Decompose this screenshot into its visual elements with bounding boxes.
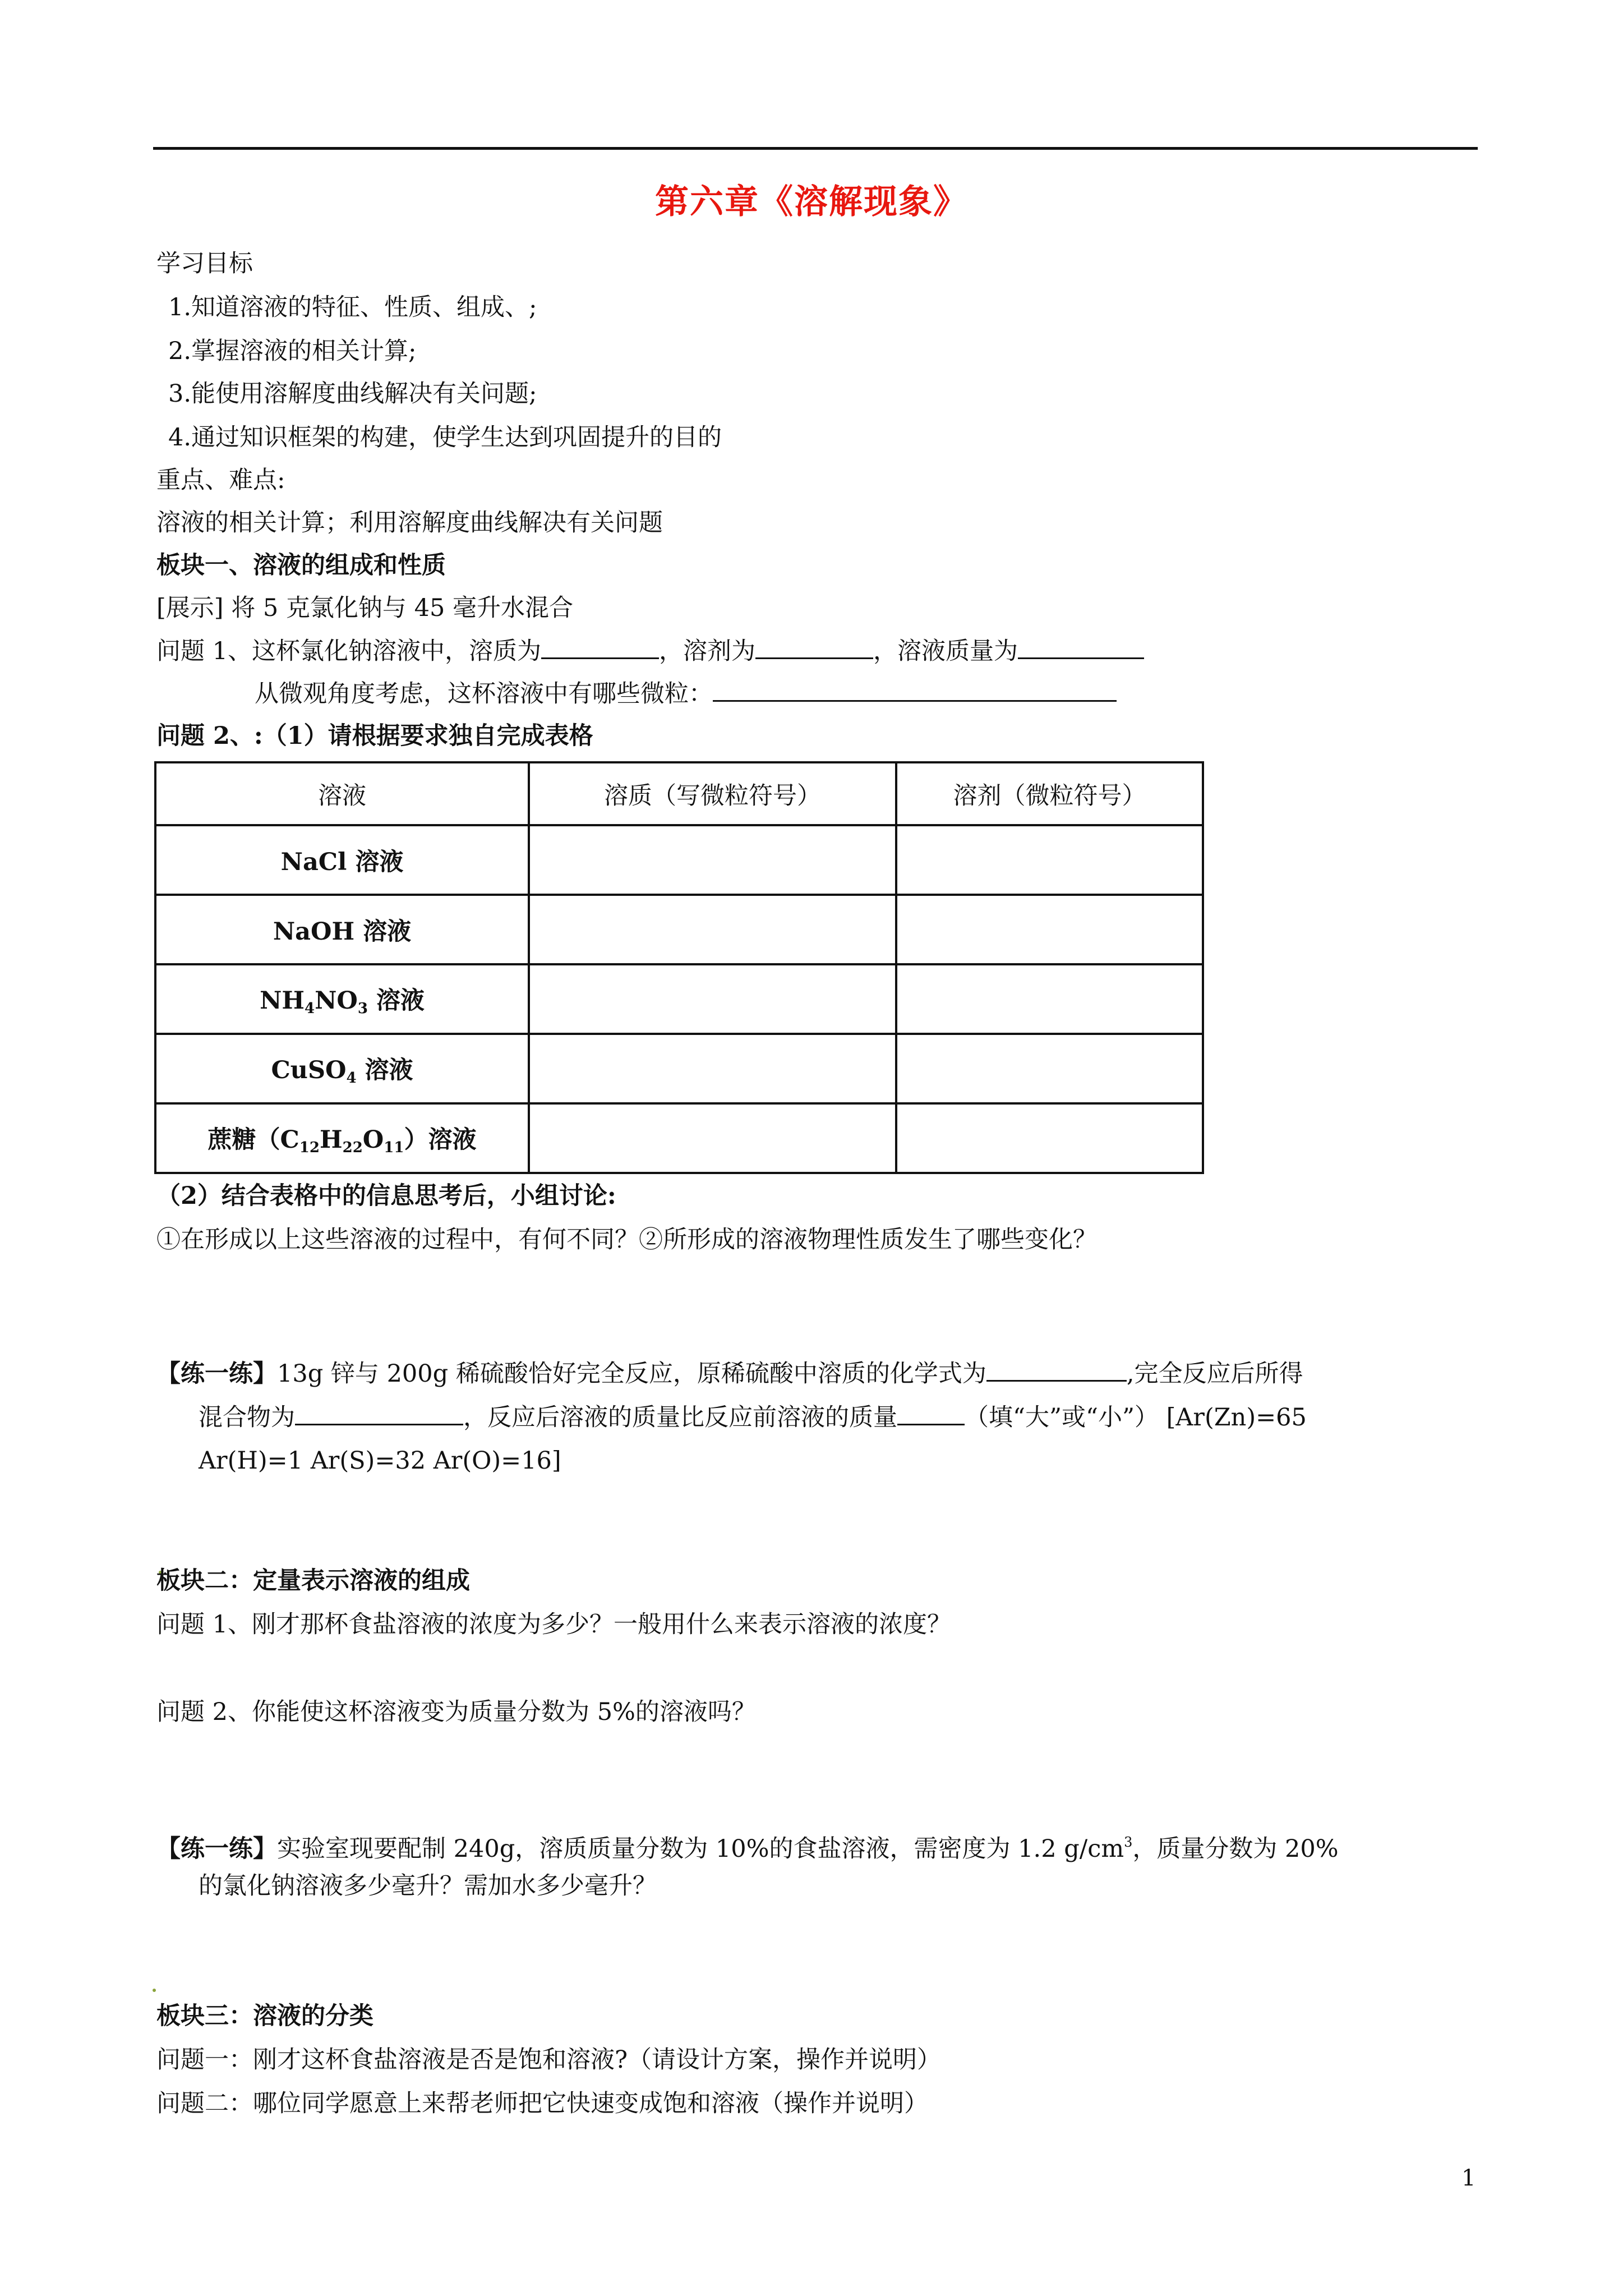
solute-answer-cell[interactable]	[529, 964, 896, 1034]
objective-1: 1.知道溶液的特征、性质、组成、;	[168, 293, 537, 321]
key-text: 溶液的相关计算；利用溶解度曲线解决有关问题	[156, 509, 663, 537]
solute-answer-cell[interactable]	[529, 1103, 896, 1173]
objective-2: 2.掌握溶液的相关计算;	[168, 337, 417, 365]
section1-question-2: 问题 2、:（1）请根据要求独自完成表格	[156, 722, 593, 750]
practice-label: 【练一练】	[156, 1360, 277, 1388]
section2-question-1: 问题 1、刚才那杯食盐溶液的浓度为多少？一般用什么来表示溶液的浓度？	[156, 1611, 952, 1639]
solute-answer-cell[interactable]	[529, 825, 896, 895]
q1-micro-text: 从微观角度考虑，这杯溶液中有哪些微粒：	[255, 680, 713, 708]
section1-question-1	[156, 634, 1144, 668]
solute-answer-cell[interactable]	[529, 895, 896, 964]
discussion-question: ①在形成以上这些溶液的过程中，有何不同？②所形成的溶液物理性质发生了哪些变化？	[156, 1226, 1097, 1254]
stray-dot	[153, 1989, 156, 1992]
header-rule	[153, 147, 1478, 150]
solution-name-cell: NaCl 溶液	[155, 825, 529, 895]
objective-4: 4.通过知识框架的构建，使学生达到巩固提升的目的	[168, 424, 722, 452]
answer-blank-compare[interactable]	[897, 1400, 965, 1425]
solution-name-cell: NaOH 溶液	[155, 895, 529, 964]
table-row	[155, 825, 1203, 895]
page-title: 第六章《溶解现象》	[655, 182, 968, 222]
solvent-answer-cell[interactable]	[896, 825, 1203, 895]
section2-heading: 板块二：定量表示溶液的组成	[156, 1567, 470, 1595]
atomic-masses: Ar(H)=1 Ar(S)=32 Ar(O)=16]	[199, 1447, 561, 1475]
section1-heading: 板块一、溶液的组成和性质	[156, 551, 446, 579]
section3-question-1: 问题一：刚才这杯食盐溶液是否是饱和溶液?（请设计方案，操作并说明）	[156, 2046, 942, 2074]
table-row	[155, 1034, 1203, 1103]
section1-practice-line2: 混合物为 ，反应后溶液的质量比反应前溶液的质量 （填“大”或“小”） [Ar(Zn)=65	[199, 1400, 1307, 1434]
solvent-answer-cell[interactable]	[896, 1034, 1203, 1103]
objective-3: 3.能使用溶解度曲线解决有关问题;	[168, 380, 537, 408]
answer-blank-solute[interactable]	[541, 634, 659, 659]
section3-heading: 板块三：溶液的分类	[156, 2002, 374, 2030]
page-number: 1	[1461, 2165, 1476, 2191]
key-heading: 重点、难点:	[156, 466, 285, 494]
section1-question-1-micro	[255, 677, 1117, 711]
answer-blank-formula[interactable]	[986, 1356, 1127, 1382]
q1-part-a: 问题 1、这杯氯化钠溶液中，溶质为	[156, 637, 542, 665]
answer-blank-mixture[interactable]	[295, 1400, 463, 1425]
table-row	[155, 1103, 1203, 1173]
table-header-cell: 溶质（写微粒符号）	[529, 762, 896, 825]
solution-table	[154, 761, 1204, 1174]
table-row	[155, 895, 1203, 964]
section2-question-2: 问题 2、你能使这杯溶液变为质量分数为 5%的溶液吗？	[156, 1698, 756, 1726]
objectives-heading: 学习目标	[156, 250, 253, 278]
discussion-heading: （2）结合表格中的信息思考后，小组讨论:	[156, 1182, 616, 1210]
section2-practice: 【练一练】实验室现要配制 240g，溶质质量分数为 10%的食盐溶液，需密度为 1.2 $g/cm^3$，质量分数为 20%	[156, 1834, 1339, 1863]
solvent-answer-cell[interactable]	[896, 895, 1203, 964]
solution-name-cell: CuSO$_4$ 溶液	[155, 1034, 529, 1103]
section3-question-2: 问题二：哪位同学愿意上来帮老师把它快速变成饱和溶液（操作并说明）	[156, 2090, 928, 2118]
table-header-row	[155, 762, 1203, 825]
solution-name-cell: $NH_4NO_3$ 溶液	[155, 964, 529, 1034]
solvent-answer-cell[interactable]	[896, 964, 1203, 1034]
practice-label: 【练一练】	[156, 1835, 277, 1863]
answer-blank-particles[interactable]	[713, 677, 1117, 702]
table-header-cell: 溶液	[155, 762, 529, 825]
section2-practice-line2: 的氯化钠溶液多少毫升？需加水多少毫升？	[199, 1872, 657, 1900]
solution-name-cell: 蔗糖$(C_{12}H_{22}O_{11})$溶液	[155, 1103, 529, 1173]
q1-part-b: ，溶剂为	[659, 637, 756, 665]
solute-answer-cell[interactable]	[529, 1034, 896, 1103]
table-header-cell: 溶剂（微粒符号）	[896, 762, 1203, 825]
section1-demo: [展示] 将 5 克氯化钠与 45 毫升水混合	[156, 594, 573, 622]
table-row	[155, 964, 1203, 1034]
section1-practice: 【练一练】13g 锌与 200g 稀硫酸恰好完全反应，原稀硫酸中溶质的化学式为 ,完全反应后所得	[156, 1356, 1303, 1391]
answer-blank-solvent[interactable]	[755, 634, 873, 659]
answer-blank-solution-mass[interactable]	[1018, 634, 1144, 659]
q1-part-c: ，溶液质量为	[873, 637, 1018, 665]
solvent-answer-cell[interactable]	[896, 1103, 1203, 1173]
